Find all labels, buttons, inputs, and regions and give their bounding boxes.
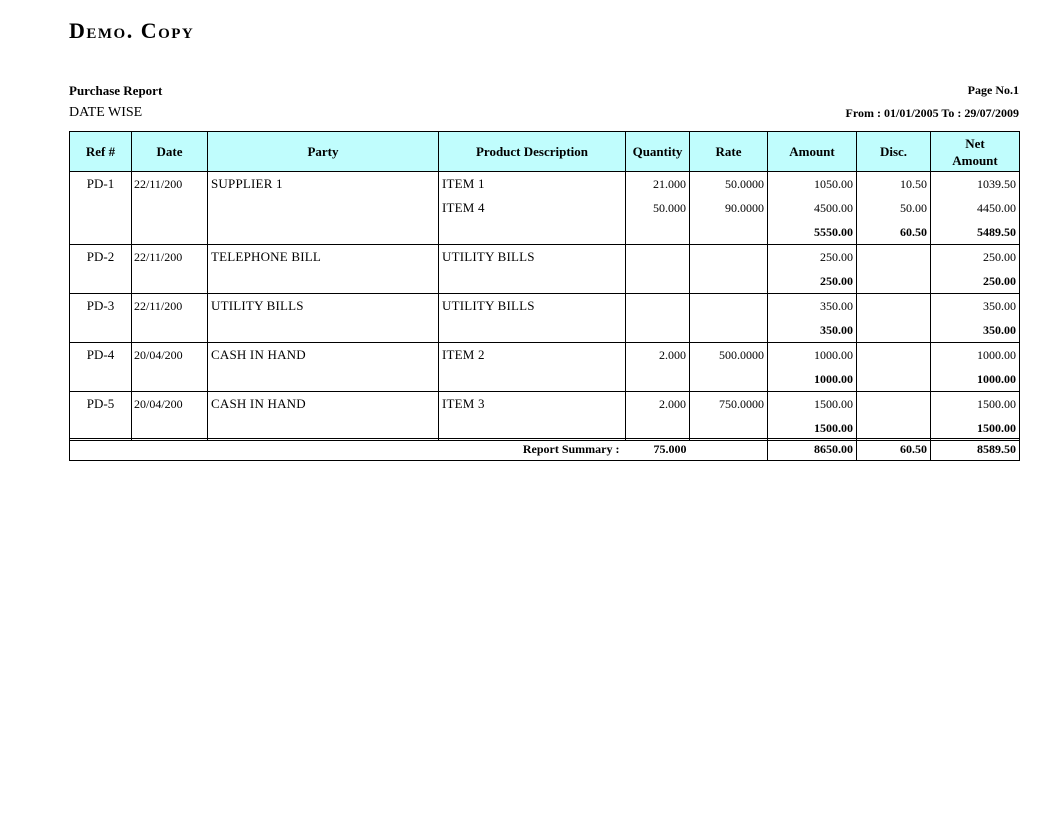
rate-cell [690,294,768,319]
summary-disc: 60.50 [857,439,931,461]
subtotal-amount: 1000.00 [768,367,857,392]
party-cell: SUPPLIER 1 [208,172,439,197]
rate-cell: 500.0000 [690,343,768,368]
purchase-report-table [69,131,1020,441]
subtotal-row [70,220,1020,245]
quantity-cell [626,416,690,441]
date-cell [132,416,208,441]
rate-cell: 90.0000 [690,196,768,220]
subtotal-row [70,367,1020,392]
summary-quantity: 75.000 [653,442,687,456]
report-title: Purchase Report [69,83,163,98]
quantity-cell [626,245,690,270]
date-cell: 22/11/200 [132,294,208,319]
party-cell: CASH IN HAND [208,343,439,368]
subtotal-disc [857,367,931,392]
report-summary-row [69,438,1020,461]
subtotal-amount: 350.00 [768,318,857,343]
column-header: Ref # [70,132,132,172]
subtotal-net-amount: 250.00 [931,269,1020,294]
quantity-cell: 21.000 [626,172,690,197]
rate-cell [690,220,768,245]
column-header: Party [208,132,439,172]
date-cell [132,318,208,343]
product-cell: ITEM 2 [439,343,626,368]
subtotal-amount: 1500.00 [768,416,857,441]
disc-cell [857,245,931,270]
rate-cell [690,416,768,441]
date-cell [132,269,208,294]
amount-cell: 350.00 [768,294,857,319]
quantity-cell: 2.000 [626,343,690,368]
amount-cell: 4500.00 [768,196,857,220]
product-cell: ITEM 3 [439,392,626,417]
amount-cell: 250.00 [768,245,857,270]
summary-amount: 8650.00 [768,439,857,461]
date-cell [132,220,208,245]
date-cell: 20/04/200 [132,392,208,417]
column-header: Date [132,132,208,172]
ref-cell: PD-4 [70,343,132,368]
subtotal-row [70,269,1020,294]
quantity-cell [626,367,690,392]
subtotal-disc: 60.50 [857,220,931,245]
party-cell [208,196,439,220]
table-row [70,196,1020,220]
subtotal-amount: 250.00 [768,269,857,294]
table-row [70,245,1020,270]
ref-cell [70,269,132,294]
party-cell [208,220,439,245]
ref-cell [70,196,132,220]
rate-cell: 750.0000 [690,392,768,417]
amount-cell: 1050.00 [768,172,857,197]
date-range: From : 01/01/2005 To : 29/07/2009 [845,106,1019,120]
quantity-cell: 50.000 [626,196,690,220]
ref-cell [70,367,132,392]
product-cell [439,220,626,245]
party-cell: TELEPHONE BILL [208,245,439,270]
subtotal-row [70,416,1020,441]
quantity-cell [626,318,690,343]
rate-cell [690,245,768,270]
net-amount-cell: 250.00 [931,245,1020,270]
date-cell: 22/11/200 [132,172,208,197]
column-header: Disc. [857,132,931,172]
report-company-title: Demo. Copy [69,18,195,43]
net-amount-cell: 1039.50 [931,172,1020,197]
table-row [70,172,1020,197]
disc-cell: 50.00 [857,196,931,220]
party-cell [208,269,439,294]
date-cell: 22/11/200 [132,245,208,270]
disc-cell [857,294,931,319]
net-amount-cell: 4450.00 [931,196,1020,220]
subtotal-net-amount: 5489.50 [931,220,1020,245]
ref-cell: PD-3 [70,294,132,319]
ref-cell [70,220,132,245]
date-cell [132,196,208,220]
net-amount-cell: 1000.00 [931,343,1020,368]
ref-cell: PD-1 [70,172,132,197]
net-amount-cell: 350.00 [931,294,1020,319]
subtotal-net-amount: 1000.00 [931,367,1020,392]
column-header: Amount [768,132,857,172]
subtotal-net-amount: 350.00 [931,318,1020,343]
summary-label: Report Summary : [522,442,620,456]
product-cell: UTILITY BILLS [439,245,626,270]
party-cell: UTILITY BILLS [208,294,439,319]
subtotal-disc [857,318,931,343]
date-cell [132,367,208,392]
amount-cell: 1000.00 [768,343,857,368]
date-cell: 20/04/200 [132,343,208,368]
product-cell: ITEM 4 [439,196,626,220]
party-cell [208,367,439,392]
subtotal-row [70,318,1020,343]
product-cell [439,269,626,294]
product-cell: UTILITY BILLS [439,294,626,319]
party-cell [208,318,439,343]
column-header: Rate [690,132,768,172]
table-header-row [70,132,1020,172]
disc-cell [857,343,931,368]
net-amount-cell: 1500.00 [931,392,1020,417]
quantity-cell [626,294,690,319]
table-row [70,294,1020,319]
ref-cell [70,416,132,441]
disc-cell: 10.50 [857,172,931,197]
ref-cell: PD-5 [70,392,132,417]
amount-cell: 1500.00 [768,392,857,417]
quantity-cell: 2.000 [626,392,690,417]
subtotal-disc [857,269,931,294]
rate-cell [690,269,768,294]
subtotal-amount: 5550.00 [768,220,857,245]
subtotal-net-amount: 1500.00 [931,416,1020,441]
disc-cell [857,392,931,417]
table-row [70,343,1020,368]
rate-cell [690,367,768,392]
product-cell [439,318,626,343]
rate-cell [690,318,768,343]
subtotal-disc [857,416,931,441]
ref-cell [70,318,132,343]
summary-net-amount: 8589.50 [931,439,1020,461]
column-header: Net Amount [931,132,1020,172]
rate-cell: 50.0000 [690,172,768,197]
product-cell [439,416,626,441]
page-number: Page No.1 [967,83,1019,97]
party-cell: CASH IN HAND [208,392,439,417]
product-cell: ITEM 1 [439,172,626,197]
column-header: Product Description [439,132,626,172]
quantity-cell [626,220,690,245]
ref-cell: PD-2 [70,245,132,270]
table-row [70,392,1020,417]
report-subtitle: DATE WISE [69,105,143,120]
product-cell [439,367,626,392]
column-header: Quantity [626,132,690,172]
party-cell [208,416,439,441]
quantity-cell [626,269,690,294]
